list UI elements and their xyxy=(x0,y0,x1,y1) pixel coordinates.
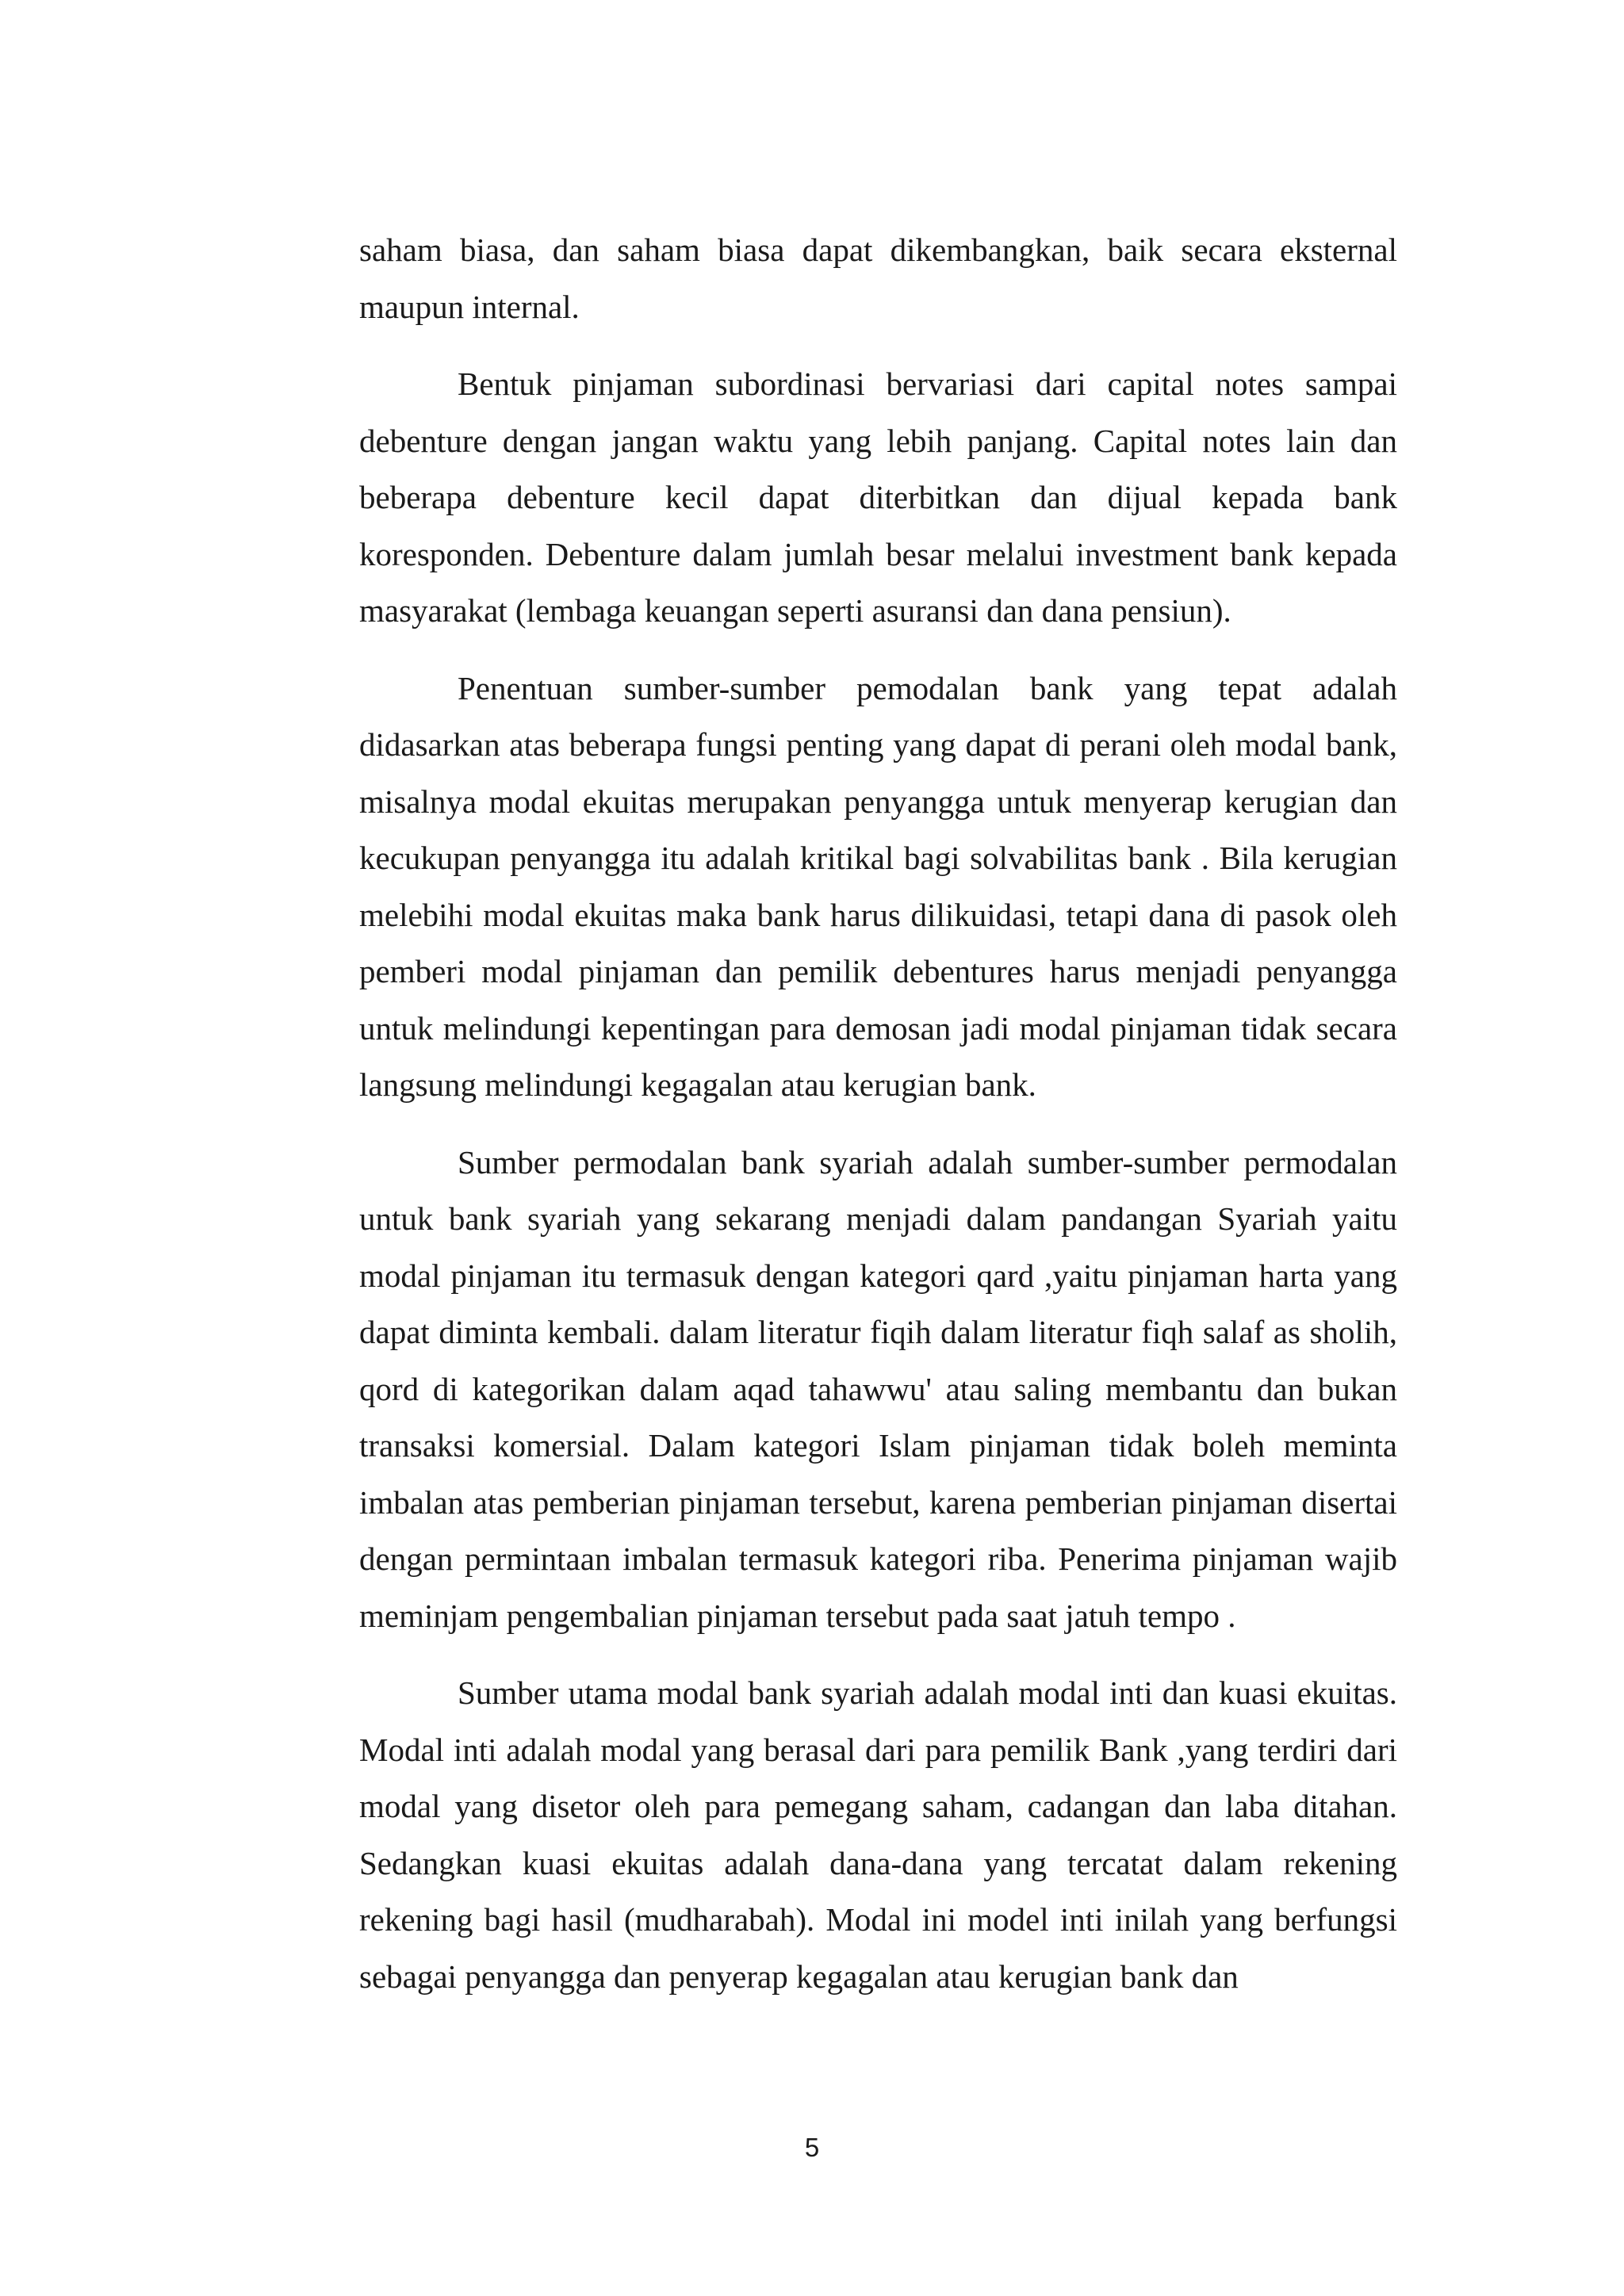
body-text xyxy=(359,222,1397,2026)
paragraph-main-capital: Sumber utama modal bank syariah adalah modal inti dan kuasi ekuitas. Modal inti adalah modal yang berasal dari para pemilik Bank ,yang terdiri dari modal yang disetor oleh para pemegang saham, cadangan dan laba ditahan. Sedangkan kuasi ekuitas adalah dana-dana yang tercatat dalam rekening rekening bagi hasil (mudharabah). Modal ini model inti inilah yang berfungsi sebagai penyangga dan penyerap kegagalan atau kerugian bank dan xyxy=(359,1674,1397,1995)
paragraph-continuation: saham biasa, dan saham biasa dapat dikembangkan, baik secara eksternal maupun internal. xyxy=(359,232,1397,325)
paragraph-capital-sources: Penentuan sumber-sumber pemodalan bank yang tepat adalah didasarkan atas beberapa fungsi penting yang dapat di perani oleh modal bank, misalnya modal ekuitas merupakan penyangga untuk menyerap kerugian dan kecukupan penyangga itu adalah kritikal bagi solvabilitas bank . Bila kerugian melebihi modal ekuitas maka bank harus dilikuidasi, tetapi dana di pasok oleh pemberi modal pinjaman dan pemilik debentures harus menjadi penyangga untuk melindungi kepentingan para demosan jadi modal pinjaman tidak secara langsung melindungi kegagalan atau kerugian bank. xyxy=(359,669,1397,1103)
paragraph-sharia-capital: Sumber permodalan bank syariah adalah sumber-sumber permodalan untuk bank syariah yang sekarang menjadi dalam pandangan Syariah yaitu modal pinjaman itu termasuk dengan kategori qard ,yaitu pinjaman harta yang dapat diminta kembali. dalam literatur fiqih dalam literatur fiqh salaf as sholih, qord di kategorikan dalam aqad tahawwu' atau saling membantu dan bukan transaksi komersial. Dalam kategori Islam pinjaman tidak boleh meminta imbalan atas pemberian pinjaman tersebut, karena pemberian pinjaman disertai dengan permintaan imbalan termasuk kategori riba. Penerima pinjaman wajib meminjam pengembalian pinjaman tersebut pada saat jatuh tempo . xyxy=(359,1143,1397,1634)
paragraph-subordinated-loans: Bentuk pinjaman subordinasi bervariasi dari capital notes sampai debenture dengan jangan waktu yang lebih panjang. Capital notes lain dan beberapa debenture kecil dapat diterbitkan dan dijual kepada bank koresponden. Debenture dalam jumlah besar melalui investment bank kepada masyarakat (lembaga keuangan seperti asuransi dan dana pensiun). xyxy=(359,365,1397,629)
page-number: 5 xyxy=(804,2133,820,2162)
